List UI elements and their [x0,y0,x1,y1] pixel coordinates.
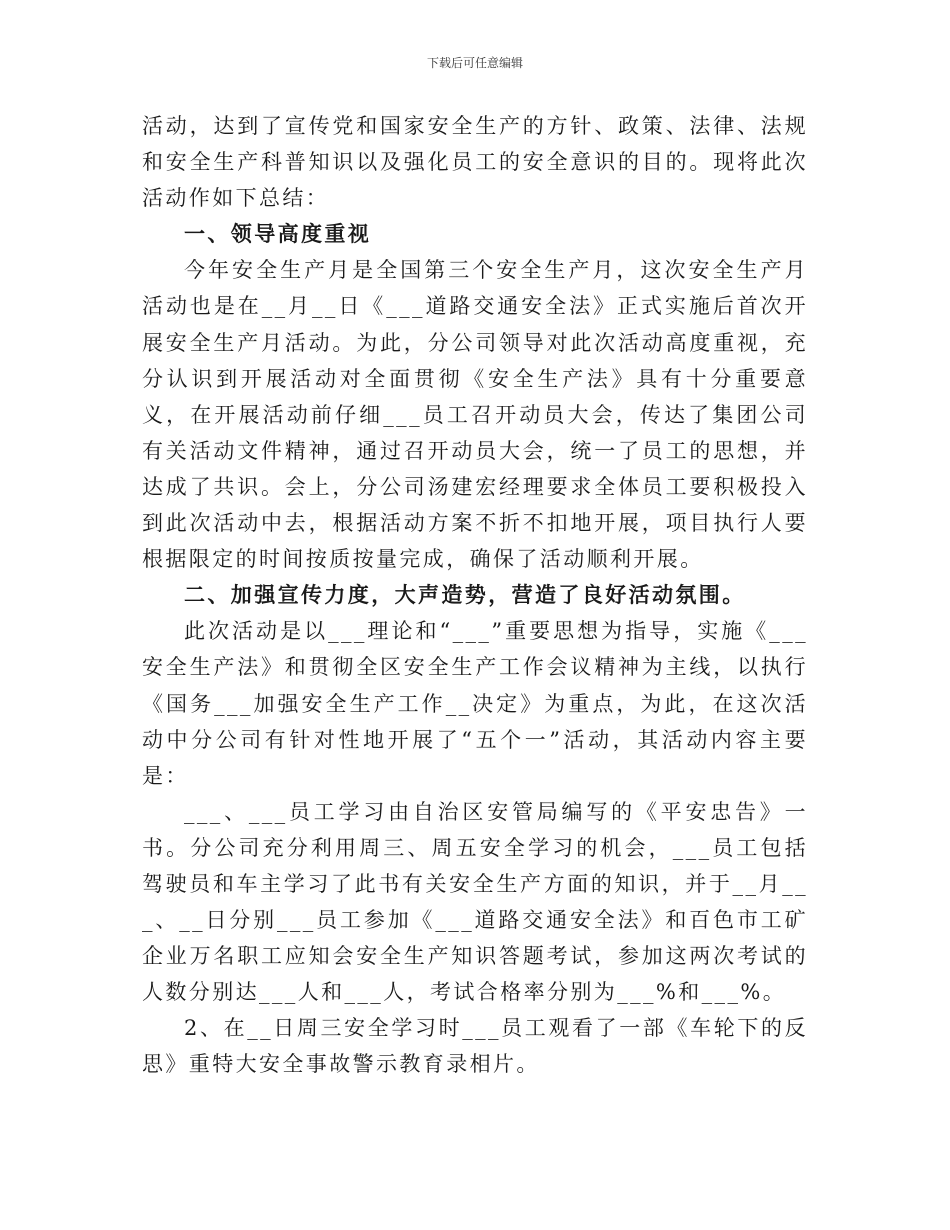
document-body [142,108,808,1083]
paragraph-item-2: 2、在__日周三安全学习时___员工观看了一部《车轮下的反思》重特大安全事故警示教育录相片。 [142,1016,808,1077]
section-heading-2: 二、加强宣传力度，大声造势，营造了良好活动氛围。 [184,582,746,608]
paragraph-section-2: 此次活动是以___理论和“___”重要思想为指导，实施《___安全生产法》和贯彻全区安全生产工作会议精神为主线，以执行《国务___加强安全生产工作__决定》为重点，为此，在这次活动中分公司有针对性地开展了“五个一”活动，其活动内容主要是： [142,619,808,788]
paragraph-section-1: 今年安全生产月是全国第三个安全生产月，这次安全生产月活动也是在__月__日《___道路交通安全法》正式实施后首次开展安全生产月活动。为此，分公司领导对此次活动高度重视，充分认识到开展活动对全面贯彻《安全生产法》具有十分重要意义，在开展活动前仔细___员工召开动员大会，传达了集团公司有关活动文件精神，通过召开动员大会，统一了员工的思想，并达成了共识。会上，分公司汤建宏经理要求全体员工要积极投入到此次活动中去，根据活动方案不折不扣地开展，项目执行人要根据限定的时间按质按量完成，确保了活动顺利开展。 [142,258,808,572]
section-heading-1: 一、领导高度重视 [184,221,372,247]
paragraph-intro-continuation: 活动，达到了宣传党和国家安全生产的方针、政策、法律、法规和安全生产科普知识以及强化员工的安全意识的目的。现将此次活动作如下总结： [142,114,808,211]
page-header: 下载后可任意编辑 [426,56,523,70]
paragraph-item-1: ___、___员工学习由自治区安管局编写的《平安忠告》一书。分公司充分利用周三、周五安全学习的机会，___员工包括驾驶员和车主学习了此书有关安全生产方面的知识，并于__月___、__日分别___员工参加《___道路交通安全法》和百色市工矿企业万名职工应知会安全生产知识答题考试，参加这两次考试的人数分别达___人和___人，考试合格率分别为___%和___%。 [142,799,808,1005]
